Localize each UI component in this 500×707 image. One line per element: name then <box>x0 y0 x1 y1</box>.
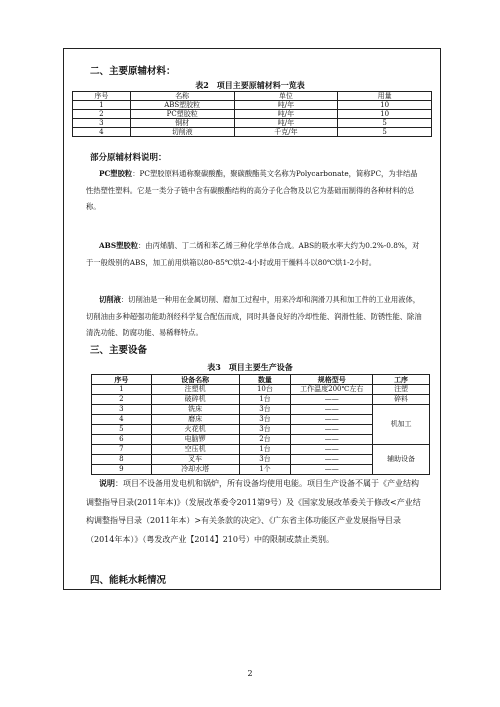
table-cell: 5 <box>92 425 152 435</box>
section-title-equipment: 三、主要设备 <box>90 345 148 356</box>
cutting-fluid-description <box>86 292 423 342</box>
table-cell: 10 <box>338 101 432 110</box>
table-cell: 3 <box>73 119 131 128</box>
table-row <box>92 445 430 455</box>
table-cell: 5 <box>338 119 432 128</box>
cutting-fluid-text: ：切削油是一种用在金属切削、磨加工过程中，用来冷却和润滑刀具和加工件的工业用液体，切削油由多种超强功能助剂经科学复合配伍而成，同时具备良好的冷却性能、润滑性能、防锈性能、除油清洗功能、防腐功能、易稀释特点。 <box>86 295 422 337</box>
table-cell: 吨/年 <box>234 119 338 128</box>
header-cell: 工序 <box>373 375 430 385</box>
table-header-row <box>92 375 430 385</box>
table-row <box>73 110 432 119</box>
table-row <box>92 405 430 415</box>
table-header-row <box>73 92 432 101</box>
table-cell: 4 <box>92 415 152 425</box>
table-cell: 1 <box>73 101 131 110</box>
table-cell: —— <box>291 445 373 455</box>
table-row <box>73 101 432 110</box>
page-number: 2 <box>247 669 253 678</box>
table-row <box>73 128 432 137</box>
table-row <box>92 385 430 395</box>
pc-term: PC塑胶粒 <box>99 169 133 178</box>
table-cell: 铣床 <box>151 405 239 415</box>
cutting-fluid-term: 切削液 <box>99 295 121 304</box>
table-cell: —— <box>291 405 373 415</box>
table2-caption: 表2 项目主要原辅材料一览表 <box>195 80 305 90</box>
table-cell: 3 <box>92 405 152 415</box>
note-label: 说明 <box>99 478 115 488</box>
header-cell: 序号 <box>73 92 131 101</box>
table-cell: 冷却水塔 <box>151 465 239 475</box>
section-title-energy: 四、能耗水耗情况 <box>90 575 167 586</box>
materials-intro: 部分原辅材料说明： <box>90 153 167 163</box>
equipment-note <box>86 474 423 549</box>
table-cell: 3台 <box>239 455 291 465</box>
abs-term: ABS塑胶粒 <box>99 241 138 250</box>
abs-text: ：由丙烯腈、丁二烯和苯乙烯三种化学单体合成。ABS的吸水率大约为0.2%-0.8%，对于一般级别的ABS，加工前用烘箱以80-85℃烘2-4小时或用干燥料斗以80℃烘1-2小时。 <box>86 241 420 267</box>
materials-table <box>72 91 432 137</box>
table-cell: 叉车 <box>151 455 239 465</box>
header-cell: 数量 <box>239 375 291 385</box>
table-cell: 8 <box>92 455 152 465</box>
table-cell: 3台 <box>239 415 291 425</box>
note-text: ：项目不设备用发电机和锅炉，所有设备均使用电能。项目生产设备不属于《产业结构调整指导目录(2011年本)》（发展改革委令2011第9号）及《国家发展改革委关于修改<产业结构调整指导目录（2011年本）>有关条款的决定》、《广东省主体功能区产业发展指导目录（2014年本）》（粤发改产业【2014】210号）中的限制或禁止类别。 <box>86 479 421 544</box>
table-cell: 4 <box>73 128 131 137</box>
table-cell: 切削液 <box>130 128 234 137</box>
header-cell: 序号 <box>92 375 152 385</box>
table-cell: 磨床 <box>151 415 239 425</box>
table-cell: —— <box>291 455 373 465</box>
table-cell: 火花机 <box>151 425 239 435</box>
pc-text: ：PC塑胶原料通称聚碳酸酯，聚碳酸酯英文名称为Polycarbonate，简称PC，为非结晶性热塑性塑料。它是一类分子链中含有碳酸酯结构的高分子化合物及以它为基础而制得的各种材料的总称。 <box>86 169 418 211</box>
table-cell: 电脑锣 <box>151 435 239 445</box>
table-cell: 千克/年 <box>234 128 338 137</box>
equipment-table <box>91 374 430 475</box>
table-cell: 1台 <box>239 395 291 405</box>
table-row <box>73 119 432 128</box>
table-cell: 2 <box>73 110 131 119</box>
section-title-materials: 二、主要原辅材料： <box>90 66 176 77</box>
table-cell: 破碎机 <box>151 395 239 405</box>
table-cell: 注塑机 <box>151 385 239 395</box>
table-row <box>92 395 430 405</box>
table-cell: 6 <box>92 435 152 445</box>
table-cell: ABS塑胶粒 <box>130 101 234 110</box>
table-cell: 10 <box>338 110 432 119</box>
table-cell: 工作温度200℃左右 <box>291 385 373 395</box>
table-cell: 7 <box>92 445 152 455</box>
header-cell: 规格型号 <box>291 375 373 385</box>
table3-caption: 表3 项目主要生产设备 <box>207 362 293 372</box>
table-cell: 10台 <box>239 385 291 395</box>
table-cell: —— <box>291 395 373 405</box>
process-cell: 机加工 <box>373 405 430 445</box>
pc-description <box>86 166 423 216</box>
table-cell: 吨/年 <box>234 110 338 119</box>
table-cell: —— <box>291 435 373 445</box>
table-cell: 3台 <box>239 425 291 435</box>
abs-description <box>86 238 423 271</box>
table-cell: 吨/年 <box>234 101 338 110</box>
header-cell: 用量 <box>338 92 432 101</box>
process-cell: 注塑 <box>373 385 430 395</box>
table-cell: 3台 <box>239 405 291 415</box>
table-cell: —— <box>291 425 373 435</box>
table-cell: 2 <box>92 395 152 405</box>
table-cell: —— <box>291 415 373 425</box>
table-cell: 钢材 <box>130 119 234 128</box>
process-cell: 碎料 <box>373 395 430 405</box>
table-cell: 2台 <box>239 435 291 445</box>
process-cell: 辅助设备 <box>373 445 430 475</box>
header-cell: 名称 <box>130 92 234 101</box>
table-cell: 9 <box>92 465 152 475</box>
table-cell: PC塑胶粒 <box>130 110 234 119</box>
table-cell: 5 <box>338 128 432 137</box>
table-cell: 1个 <box>239 465 291 475</box>
header-cell: 设备名称 <box>151 375 239 385</box>
table-cell: 空压机 <box>151 445 239 455</box>
table-cell: 1台 <box>239 445 291 455</box>
table-cell: 1 <box>92 385 152 395</box>
table-cell: —— <box>291 465 373 475</box>
header-cell: 单位 <box>234 92 338 101</box>
